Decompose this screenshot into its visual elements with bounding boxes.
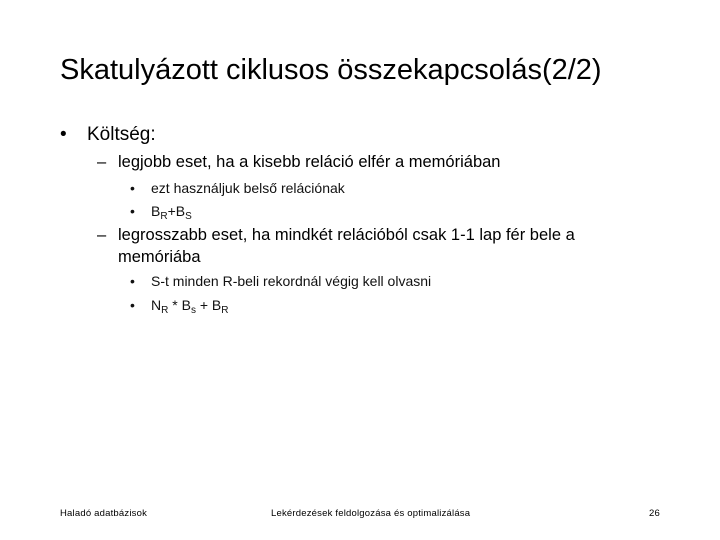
formula-plus: + <box>167 203 176 219</box>
dash-marker: – <box>97 226 107 244</box>
footer-course: Haladó adatbázisok <box>60 508 148 519</box>
worst-note-text: S-t minden R-beli rekordnál végig kell olvasni <box>151 273 432 289</box>
worst-case-text: legrosszabb eset, ha mindkét relációból csak 1-1 lap fér bele a memóriába <box>118 226 575 266</box>
bullet-best-formula <box>130 201 192 221</box>
dash-worst-case <box>97 224 657 268</box>
bullet-worst-formula <box>130 295 228 315</box>
bullet-marker: • <box>60 124 67 145</box>
best-formula <box>151 203 192 222</box>
bullet-marker: • <box>130 203 135 219</box>
formula-sub-s: s <box>190 305 196 316</box>
bullet-worst-note <box>130 271 431 291</box>
slide-title: Skatulyázott ciklusos összekapcsolás(2/2) <box>60 54 602 86</box>
formula-sub-r: R <box>161 305 169 316</box>
dash-marker: – <box>97 153 107 171</box>
formula-b: B <box>151 203 161 219</box>
formula-sub-r: R <box>221 305 229 316</box>
formula-b: B <box>175 203 186 219</box>
bullet-marker: • <box>130 180 135 196</box>
dash-best-case <box>97 151 500 173</box>
formula-plus: + <box>195 297 212 313</box>
best-note-text: ezt használjuk belső relációnak <box>151 180 345 196</box>
formula-n: N <box>151 297 162 313</box>
worst-formula <box>151 297 229 316</box>
formula-sub-s: S <box>185 211 192 222</box>
bullet-marker: • <box>130 297 135 313</box>
formula-b: B <box>181 297 191 313</box>
cost-label: Költség: <box>87 124 156 145</box>
bullet-marker: • <box>130 273 135 289</box>
footer-page-number: 26 <box>649 508 660 519</box>
formula-b: B <box>211 297 222 313</box>
formula-times: * <box>168 297 182 313</box>
best-case-text: legjobb eset, ha a kisebb reláció elfér a memóriában <box>118 153 501 171</box>
bullet-cost <box>60 123 156 147</box>
bullet-best-note <box>130 178 345 198</box>
footer-topic: Lekérdezések feldolgozása és optimalizálása <box>271 508 471 519</box>
formula-sub-r: R <box>160 211 168 222</box>
